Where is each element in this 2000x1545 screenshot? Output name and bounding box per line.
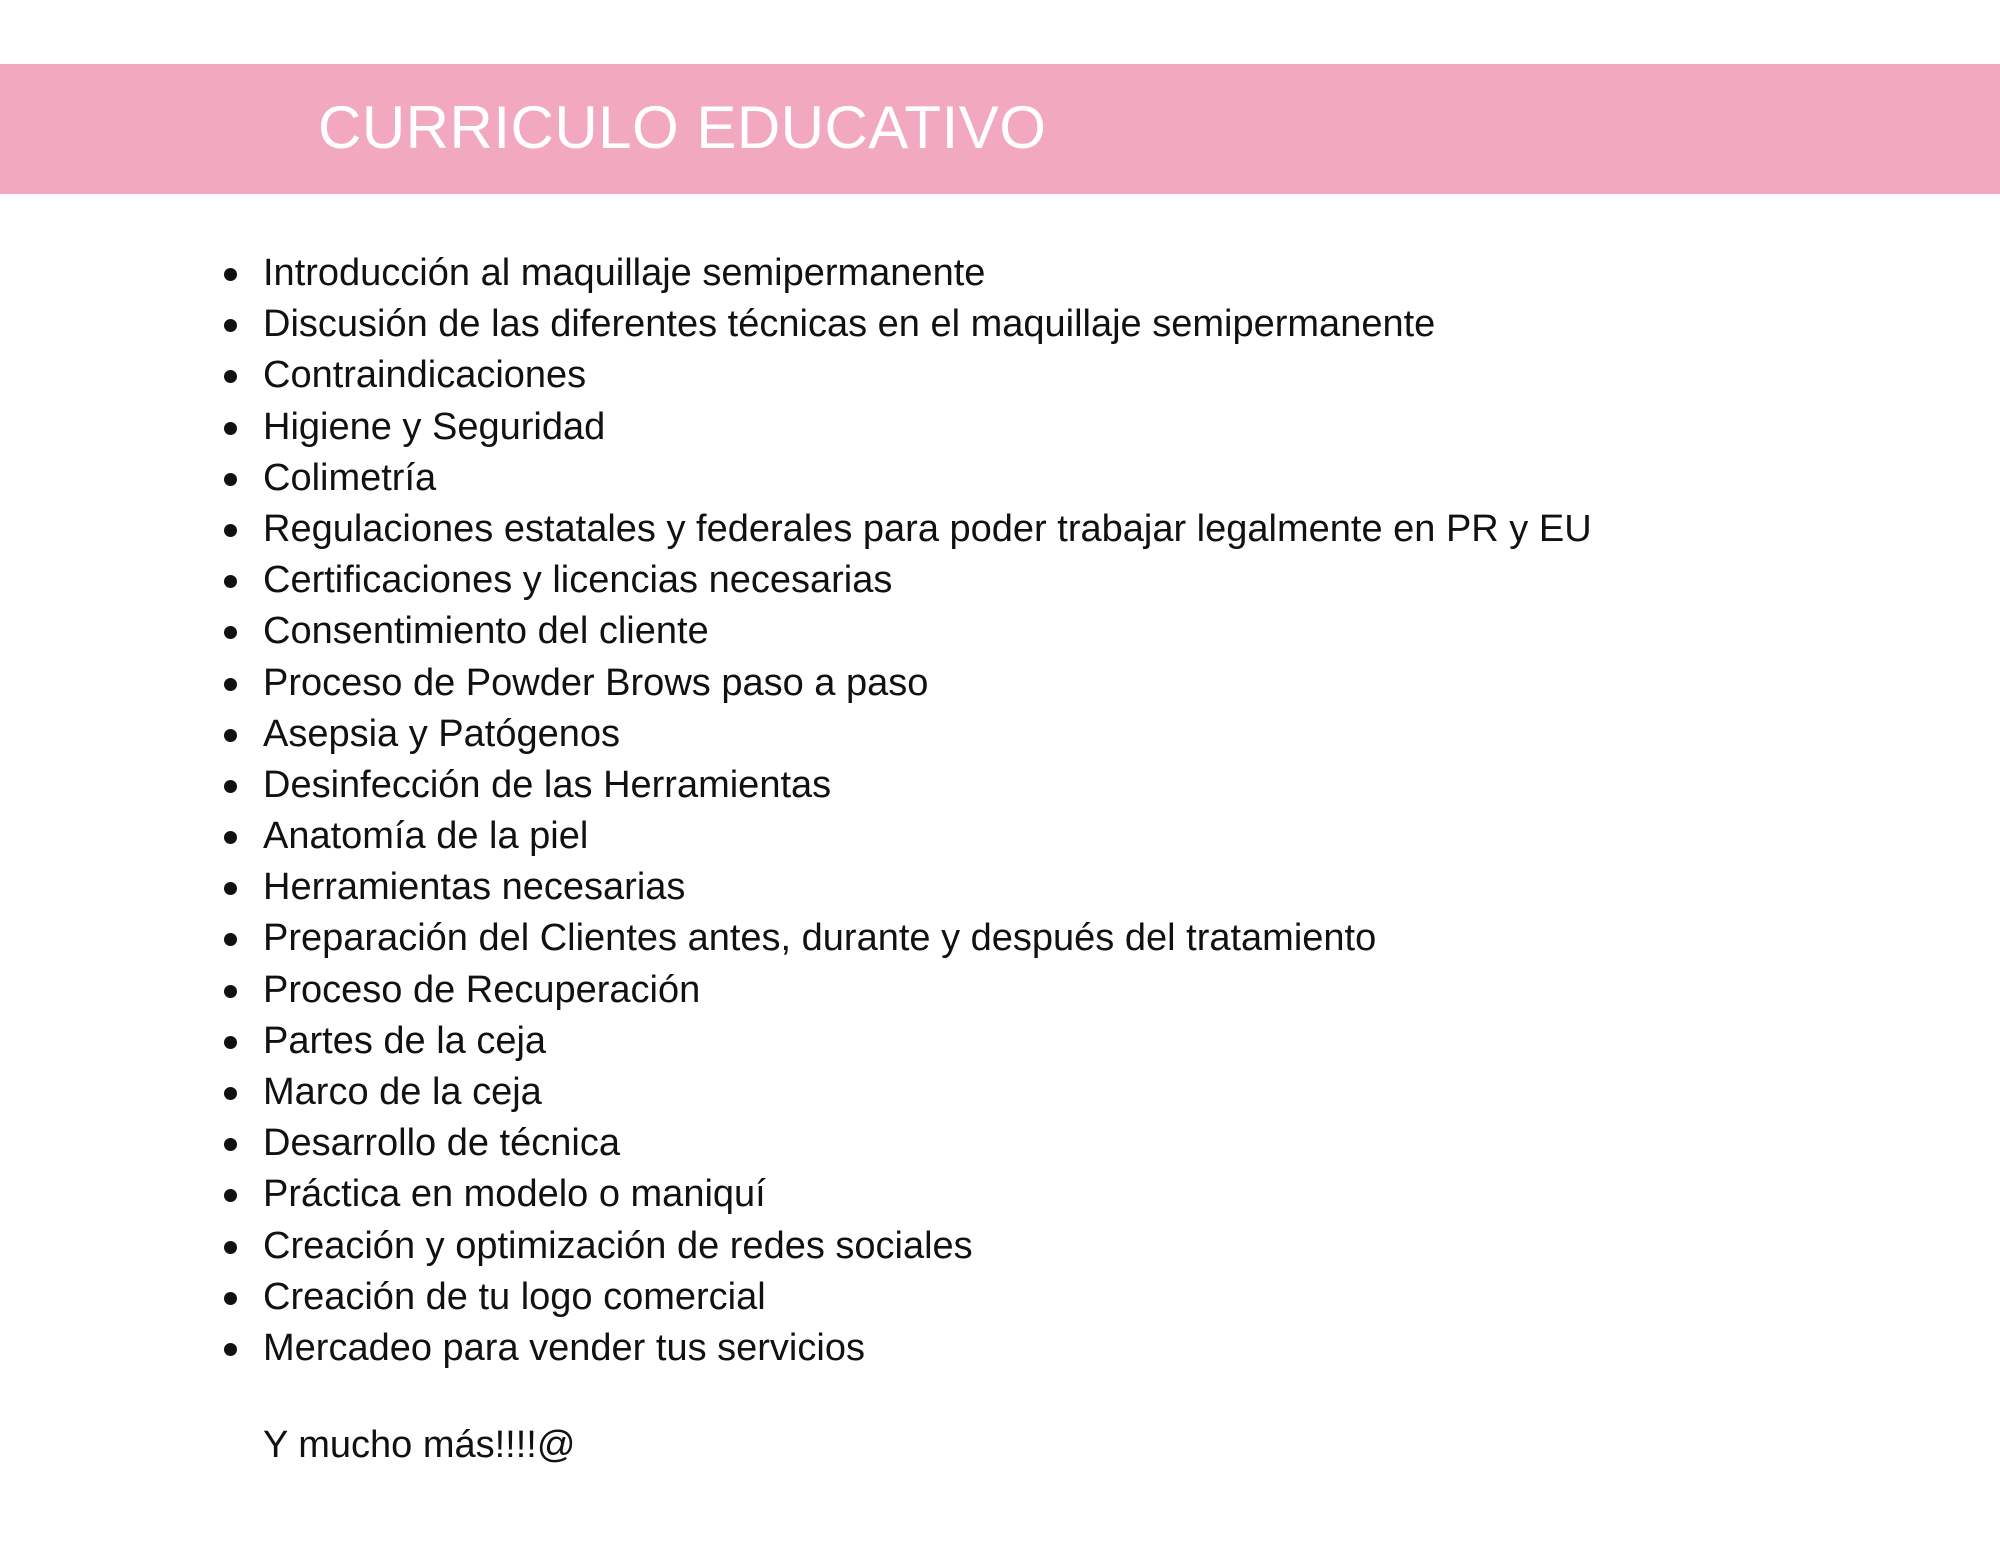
- list-item-label: Creación y optimización de redes sociales: [263, 1224, 973, 1267]
- list-item: [0, 350, 2000, 401]
- list-item-label: Consentimiento del cliente: [263, 610, 709, 653]
- list-item: [0, 1323, 2000, 1374]
- list-item: [0, 1169, 2000, 1220]
- list-item: [0, 811, 2000, 862]
- curriculum-list: [0, 248, 2000, 1374]
- bullet-icon: [224, 473, 237, 486]
- bullet-icon: [224, 1343, 237, 1356]
- list-item-label: Preparación del Clientes antes, durante y después del tratamiento: [263, 917, 1377, 960]
- list-item: [0, 1118, 2000, 1169]
- bullet-icon: [224, 780, 237, 793]
- list-item: [0, 965, 2000, 1016]
- closing-note: Y mucho más!!!!@: [263, 1424, 576, 1466]
- list-item-label: Colimetría: [263, 456, 437, 499]
- bullet-icon: [224, 422, 237, 435]
- bullet-icon: [224, 882, 237, 895]
- list-item: [0, 402, 2000, 453]
- list-item-label: Anatomía de la piel: [263, 815, 589, 858]
- list-item-label: Higiene y Seguridad: [263, 405, 606, 448]
- list-item: [0, 760, 2000, 811]
- list-item-label: Marco de la ceja: [263, 1071, 542, 1113]
- list-item-label: Discusión de las diferentes técnicas en el maquillaje semipermanente: [263, 303, 1436, 346]
- list-item-label: Proceso de Powder Brows paso a paso: [263, 661, 929, 704]
- bullet-icon: [224, 831, 237, 844]
- list-item-label: Creación de tu logo comercial: [263, 1275, 766, 1318]
- bullet-icon: [224, 1292, 237, 1305]
- list-item: [0, 248, 2000, 299]
- list-item: [0, 1067, 2000, 1118]
- bullet-icon: [224, 319, 237, 332]
- list-item-label: Regulaciones estatales y federales para poder trabajar legalmente en PR y EU: [263, 507, 1592, 550]
- list-item-label: Introducción al maquillaje semipermanente: [263, 252, 986, 294]
- bullet-icon: [224, 370, 237, 383]
- list-item-label: Asepsia y Patógenos: [263, 712, 621, 755]
- list-item: [0, 709, 2000, 760]
- page-title: CURRICULO EDUCATIVO: [318, 94, 1047, 161]
- bullet-icon: [224, 985, 237, 998]
- bullet-icon: [224, 575, 237, 588]
- bullet-icon: [224, 524, 237, 537]
- bullet-icon: [224, 1087, 237, 1100]
- bullet-icon: [224, 678, 237, 691]
- bullet-icon: [224, 1036, 237, 1049]
- list-item: [0, 453, 2000, 504]
- list-item: [0, 1016, 2000, 1067]
- list-item: [0, 606, 2000, 657]
- bullet-icon: [224, 626, 237, 639]
- list-item-label: Desinfección de las Herramientas: [263, 763, 832, 806]
- list-item-label: Partes de la ceja: [263, 1019, 547, 1062]
- list-item: [0, 913, 2000, 964]
- list-item-label: Certificaciones y licencias necesarias: [263, 559, 893, 602]
- bullet-icon: [224, 1138, 237, 1151]
- list-item: [0, 299, 2000, 350]
- list-item: [0, 658, 2000, 709]
- list-item-label: Mercadeo para vender tus servicios: [263, 1326, 865, 1369]
- bullet-icon: [224, 1241, 237, 1254]
- bullet-icon: [224, 1189, 237, 1202]
- list-item: [0, 1221, 2000, 1272]
- list-item-label: Contraindicaciones: [263, 354, 587, 397]
- list-item-label: Práctica en modelo o maniquí: [263, 1173, 766, 1216]
- bullet-icon: [224, 933, 237, 946]
- list-item: [0, 1272, 2000, 1323]
- list-item-label: Proceso de Recuperación: [263, 968, 701, 1011]
- list-item: [0, 555, 2000, 606]
- list-item-label: Desarrollo de técnica: [263, 1122, 620, 1165]
- bullet-icon: [224, 729, 237, 742]
- header-banner: [0, 64, 2000, 194]
- bullet-icon: [224, 268, 237, 281]
- list-item-label: Herramientas necesarias: [263, 866, 686, 909]
- list-item: [0, 862, 2000, 913]
- list-item: [0, 504, 2000, 555]
